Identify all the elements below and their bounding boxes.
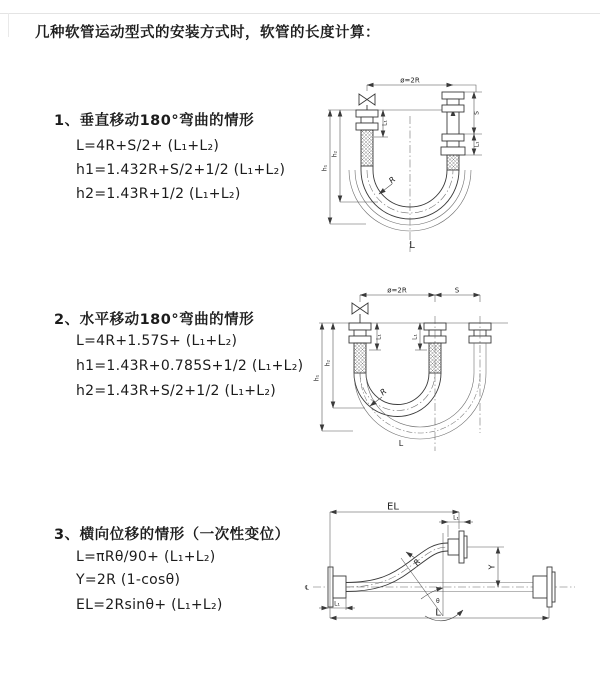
upper-flange-displaced — [448, 531, 467, 563]
dim-label-s: S — [473, 111, 481, 115]
section-1-formula-L: L=4R+S/2+ (L₁+L₂) — [76, 138, 220, 154]
hose-u-bend-original — [354, 373, 441, 417]
section-3-formula-L: L=πRθ/90+ (L₁+L₂) — [76, 549, 216, 565]
dim-l1-top — [439, 515, 473, 538]
hose-u-bend-displaced — [354, 373, 486, 439]
dim-label-l1-left: L₁ — [375, 334, 383, 340]
section-2-formula-h1: h1=1.43R+0.785S+1/2 (L₁+L₂) — [76, 358, 304, 374]
dim-label-l1-center: L₁ — [411, 334, 419, 340]
dim-label-l1-right: L₁ — [473, 141, 481, 148]
braid-section — [361, 130, 373, 166]
dim-s-right — [464, 92, 482, 155]
hose-displaced-s-curve — [346, 543, 448, 592]
dim-label-h1: h₁ — [313, 374, 321, 382]
section-3-formula-Y: Y=2R (1-cosθ) — [76, 572, 181, 588]
scan-artifact-line-left — [8, 13, 9, 37]
page-title: 几种软管运动型式的安装方式时，软管的长度计算： — [35, 25, 380, 41]
dim-label-l: L — [435, 607, 441, 619]
section-1-formula-h2: h2=1.43R+1/2 (L₁+L₂) — [76, 186, 241, 202]
dim-label-r: R — [387, 174, 398, 186]
dim-label-el: EL — [387, 501, 399, 513]
section-1-formula-h1: h1=1.432R+S/2+1/2 (L₁+L₂) — [76, 162, 286, 178]
section-3-heading: 3、横向位移的情形（一次性变位） — [54, 527, 290, 543]
dim-label-l1-bottom: L₁ — [334, 600, 340, 608]
left-flange — [356, 110, 378, 170]
dim-label-s: S — [454, 286, 460, 295]
diagram-horizontal-180-bend — [303, 283, 518, 458]
section-2-formula-L: L=4R+1.57S+ (L₁+L₂) — [76, 333, 238, 349]
section-3-formula-EL: EL=2Rsinθ+ (L₁+L₂) — [76, 597, 223, 613]
dim-label-h1: h₁ — [321, 164, 329, 172]
dim-label-l1-left: L₁ — [381, 120, 389, 126]
radius-callout — [370, 387, 388, 406]
braid-section — [354, 343, 366, 373]
radius-callout — [379, 175, 397, 194]
valve-icon — [352, 303, 368, 323]
section-1-heading: 1、垂直移动180°弯曲的情形 — [54, 113, 255, 129]
right-flange-original — [533, 567, 555, 607]
scan-artifact-line — [0, 13, 600, 14]
dim-label-r: R — [378, 386, 389, 398]
dim-label-y: Y — [487, 564, 497, 570]
centerline-symbol: ℄ — [305, 584, 309, 592]
braid-section — [447, 155, 459, 170]
dim-label-r: R — [411, 557, 423, 568]
section-2-formula-h2: h2=1.43R+S/2+1/2 (L₁+L₂) — [76, 383, 277, 399]
dim-l — [330, 607, 549, 619]
dim-y — [467, 547, 504, 587]
dim-label-l: L — [398, 439, 404, 448]
diagram-lateral-displacement — [293, 500, 593, 635]
dim-label-span: ø=2R — [387, 286, 407, 295]
dim-top-span — [360, 287, 480, 303]
right-flange-lower — [441, 134, 465, 170]
dim-top-span — [367, 77, 476, 93]
valve-icon — [359, 94, 375, 110]
dim-label-span: ø=2R — [400, 76, 420, 85]
dim-label-theta: θ — [436, 598, 440, 605]
dim-label-l: L — [409, 240, 415, 251]
section-2-heading: 2、水平移动180°弯曲的情形 — [54, 312, 255, 328]
left-flange — [349, 323, 371, 373]
dim-label-h2: h₂ — [331, 150, 339, 158]
dim-label-l1-top: L₁ — [453, 514, 459, 522]
dim-label-h2: h₂ — [324, 359, 332, 367]
diagram-vertical-180-bend — [310, 72, 495, 262]
